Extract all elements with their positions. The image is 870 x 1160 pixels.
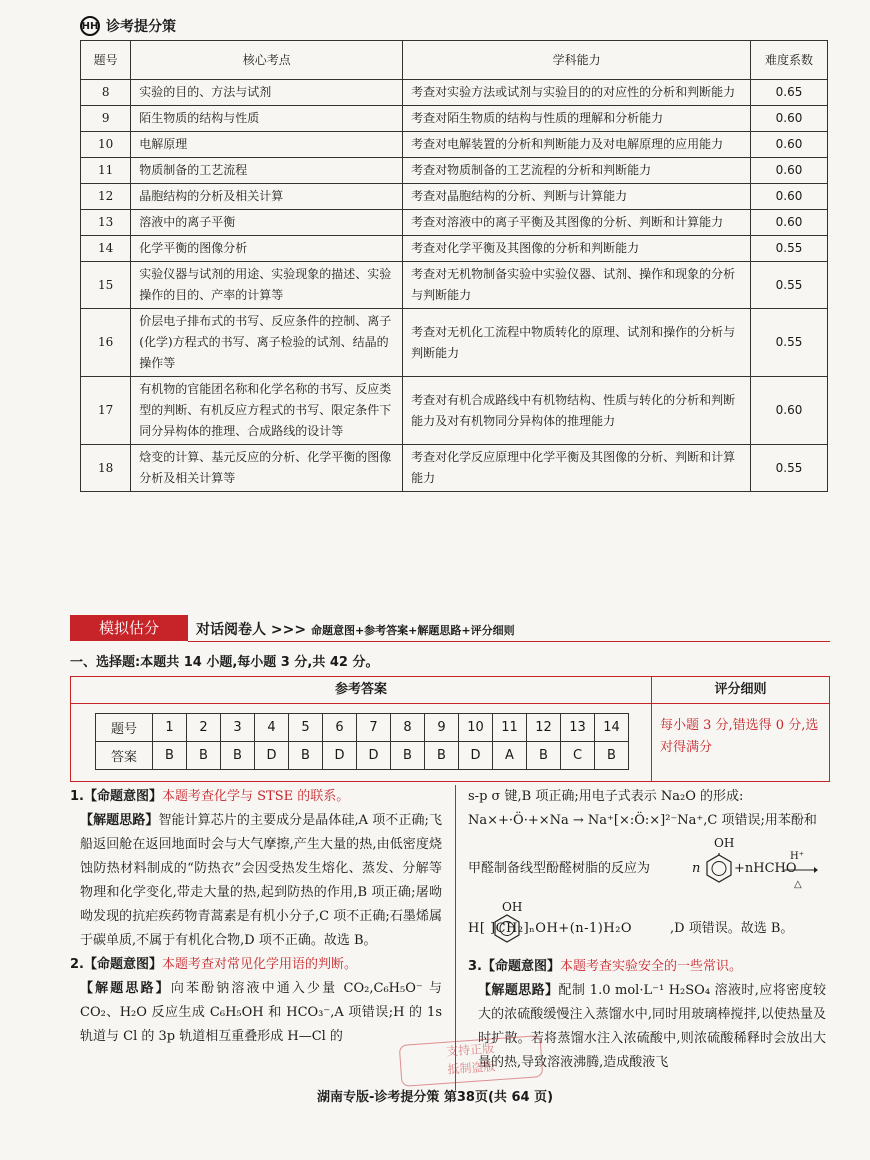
answer-value-row bbox=[96, 742, 629, 770]
row-ability: 考查对无机物制备实验中实验仪器、试剂、操作和现象的分析与判断能力 bbox=[403, 262, 751, 309]
answer-value: B bbox=[187, 742, 221, 770]
phenol-oh: OH bbox=[714, 836, 735, 850]
table-row bbox=[81, 80, 828, 106]
brand-logo-icon: HH bbox=[80, 16, 100, 36]
q1-think: 智能计算芯片的主要成分是晶体硅,A 项不正确;飞船返回舱在返回地面时会与大气摩擦,产生大量的热,由低密度烧蚀防热材料制成的“防热衣”会因受热发生熔化、蒸发、分解等物理和化学变化,带走大量的热,起到防热的作用,B 项正确;屠呦呦发现的抗疟疾药物青蒿素是有机小分子,C 项不正确;石墨烯属于碳单质,不属于有机化合物,D 项不正确。故选 B。 bbox=[80, 813, 442, 948]
row-number: 16 bbox=[81, 309, 131, 377]
right-line4: ,D 项错误。故选 B。 bbox=[670, 921, 794, 936]
answer-number: 7 bbox=[357, 714, 391, 742]
row-ability: 考查对电解装置的分析和判断能力及对电解原理的应用能力 bbox=[403, 132, 751, 158]
answer-number: 10 bbox=[459, 714, 493, 742]
row-topic: 物质制备的工艺流程 bbox=[131, 158, 403, 184]
q3-intent-tag: 3.【命题意图】 bbox=[468, 959, 560, 974]
answer-number: 4 bbox=[255, 714, 289, 742]
electron-formula: Na×+·Ö·+×Na → Na⁺[×:Ö:×]²⁻Na⁺ bbox=[468, 813, 704, 828]
left-column bbox=[70, 785, 442, 1049]
q2-think-tag: 【解题思路】 bbox=[80, 981, 171, 996]
table-row bbox=[81, 106, 828, 132]
condition-top: H⁺ bbox=[790, 851, 804, 862]
table-row bbox=[81, 236, 828, 262]
row-topic: 电解原理 bbox=[131, 132, 403, 158]
divider bbox=[188, 641, 830, 642]
row-coefficient: 0.55 bbox=[751, 445, 828, 492]
row-number: 11 bbox=[81, 158, 131, 184]
answer-number: 8 bbox=[391, 714, 425, 742]
answer-number: 14 bbox=[595, 714, 629, 742]
answer-value: B bbox=[595, 742, 629, 770]
answer-value: B bbox=[153, 742, 187, 770]
answer-box bbox=[70, 676, 830, 782]
row-number: 12 bbox=[81, 184, 131, 210]
reaction-scheme bbox=[468, 835, 826, 899]
n-coefficient: n bbox=[692, 861, 701, 876]
q1-think-tag: 【解题思路】 bbox=[80, 813, 159, 828]
row-topic: 晶胞结构的分析及相关计算 bbox=[131, 184, 403, 210]
product-oh: OH bbox=[502, 900, 523, 914]
row-coefficient: 0.60 bbox=[751, 132, 828, 158]
row-coefficient: 0.60 bbox=[751, 377, 828, 445]
answer-number: 2 bbox=[187, 714, 221, 742]
row-ability: 考查对有机合成路线中有机物结构、性质与转化的分析和判断能力及对有机物同分异构体的推理能力 bbox=[403, 377, 751, 445]
phenol-ring-icon bbox=[704, 853, 734, 883]
answer-value: D bbox=[323, 742, 357, 770]
answer-val-label: 答案 bbox=[96, 742, 153, 770]
answer-value: B bbox=[391, 742, 425, 770]
table-header-row bbox=[81, 41, 828, 80]
row-coefficient: 0.55 bbox=[751, 309, 828, 377]
header-title: 诊考提分策 bbox=[106, 19, 176, 35]
answer-number: 13 bbox=[561, 714, 595, 742]
simulation-tag: 模拟估分 bbox=[70, 615, 188, 641]
right-line1: s-p σ 键,B 项正确;用电子式表示 Na₂O 的形成: bbox=[468, 789, 744, 804]
simulation-subtitle: 命题意图+参考答案+解题思路+评分细则 bbox=[310, 624, 515, 637]
answer-number: 11 bbox=[493, 714, 527, 742]
answer-number: 3 bbox=[221, 714, 255, 742]
page-header bbox=[80, 14, 176, 38]
stamp-line2: 抵制盗版 bbox=[447, 1059, 496, 1077]
row-number: 8 bbox=[81, 80, 131, 106]
answer-table bbox=[95, 713, 629, 770]
row-coefficient: 0.60 bbox=[751, 184, 828, 210]
reagent-hcho: +nHCHO bbox=[734, 861, 797, 876]
table-row bbox=[81, 262, 828, 309]
row-ability: 考查对晶胞结构的分析、判断与计算能力 bbox=[403, 184, 751, 210]
row-ability: 考查对实验方法或试剂与实验目的的对应性的分析和判断能力 bbox=[403, 80, 751, 106]
answer-value: D bbox=[357, 742, 391, 770]
answer-value: B bbox=[289, 742, 323, 770]
row-coefficient: 0.60 bbox=[751, 106, 828, 132]
answer-number: 9 bbox=[425, 714, 459, 742]
row-number: 10 bbox=[81, 132, 131, 158]
answer-number: 1 bbox=[153, 714, 187, 742]
row-number: 13 bbox=[81, 210, 131, 236]
q2-think: 向苯酚钠溶液中通入少量 CO₂,C₆H₅O⁻ 与 CO₂、H₂O 反应生成 C₆H₅OH 和 HCO₃⁻,A 项错误;H 的 1s 轨道与 Cl 的 3p 轨道相互重叠形成 H—Cl 的 bbox=[80, 981, 442, 1044]
table-row bbox=[81, 158, 828, 184]
answer-number: 6 bbox=[323, 714, 357, 742]
table-row bbox=[81, 132, 828, 158]
page-footer: 湖南专版-诊考提分策 第38页(共 64 页) bbox=[316, 1090, 554, 1105]
table-row bbox=[81, 184, 828, 210]
row-coefficient: 0.65 bbox=[751, 80, 828, 106]
row-number: 14 bbox=[81, 236, 131, 262]
answer-value: B bbox=[425, 742, 459, 770]
table-row bbox=[81, 445, 828, 492]
answer-number: 5 bbox=[289, 714, 323, 742]
row-topic: 有机物的官能团名称和化学名称的书写、反应类型的判断、有机反应方程式的书写、限定条件下同分异构体的推理、合成路线的设计等 bbox=[131, 377, 403, 445]
row-topic: 溶液中的离子平衡 bbox=[131, 210, 403, 236]
row-coefficient: 0.60 bbox=[751, 158, 828, 184]
row-number: 17 bbox=[81, 377, 131, 445]
answer-value: C bbox=[561, 742, 595, 770]
rule-head: 评分细则 bbox=[651, 677, 829, 704]
row-number: 18 bbox=[81, 445, 131, 492]
q3-think-tag: 【解题思路】 bbox=[478, 983, 559, 998]
header-num: 题号 bbox=[81, 41, 131, 80]
right-column bbox=[468, 785, 826, 1075]
table-row bbox=[81, 309, 828, 377]
row-topic: 实验的目的、方法与试剂 bbox=[131, 80, 403, 106]
row-topic: 价层电子排布式的书写、反应条件的控制、离子(化学)方程式的书写、离子检验的试剂、结晶的操作等 bbox=[131, 309, 403, 377]
row-coefficient: 0.60 bbox=[751, 210, 828, 236]
row-ability: 考查对物质制备的工艺流程的分析和判断能力 bbox=[403, 158, 751, 184]
answer-num-label: 题号 bbox=[96, 714, 153, 742]
row-coefficient: 0.55 bbox=[751, 236, 828, 262]
q3-intent: 本题考查实验安全的一些常识。 bbox=[559, 959, 742, 974]
answer-value: D bbox=[459, 742, 493, 770]
q1-intent-tag: 1.【命题意图】 bbox=[70, 789, 162, 804]
row-ability: 考查对无机化工流程中物质转化的原理、试剂和操作的分析与判断能力 bbox=[403, 309, 751, 377]
q2-intent: 本题考查对常见化学用语的判断。 bbox=[161, 957, 357, 972]
answer-head: 参考答案 bbox=[71, 677, 651, 704]
stamp-line1: 支持正版 bbox=[445, 1041, 495, 1059]
simulation-title bbox=[196, 619, 515, 639]
row-ability: 考查对溶液中的离子平衡及其图像的分析、判断和计算能力 bbox=[403, 210, 751, 236]
q2-intent-tag: 2.【命题意图】 bbox=[70, 957, 162, 972]
row-topic: 焓变的计算、基元反应的分析、化学平衡的图像分析及相关计算等 bbox=[131, 445, 403, 492]
row-number: 9 bbox=[81, 106, 131, 132]
row-ability: 考查对化学反应原理中化学平衡及其图像的分析、判断和计算能力 bbox=[403, 445, 751, 492]
answer-number-row bbox=[96, 714, 629, 742]
answer-value: D bbox=[255, 742, 289, 770]
header-coef: 难度系数 bbox=[751, 41, 828, 80]
analysis-table bbox=[80, 40, 828, 492]
row-topic: 陌生物质的结构与性质 bbox=[131, 106, 403, 132]
product-formula: H[ ]CH₂]ₙOH+(n-1)H₂O bbox=[468, 921, 633, 936]
scoring-rule: 每小题 3 分,错选得 0 分,选对得满分 bbox=[651, 703, 829, 781]
section-title: 一、选择题:本题共 14 小题,每小题 3 分,共 42 分。 bbox=[70, 655, 379, 670]
row-topic: 实验仪器与试剂的用途、实验现象的描述、实验操作的目的、产率的计算等 bbox=[131, 262, 403, 309]
row-topic: 化学平衡的图像分析 bbox=[131, 236, 403, 262]
table-row bbox=[81, 377, 828, 445]
q1-intent: 本题考查化学与 STSE 的联系。 bbox=[161, 789, 350, 804]
row-ability: 考查对化学平衡及其图像的分析和判断能力 bbox=[403, 236, 751, 262]
condition-bottom: △ bbox=[794, 879, 802, 890]
table-row bbox=[81, 210, 828, 236]
header-topic: 核心考点 bbox=[131, 41, 403, 80]
header-ability: 学科能力 bbox=[403, 41, 751, 80]
row-coefficient: 0.55 bbox=[751, 262, 828, 309]
simulation-title-text: 对话阅卷人 >>> bbox=[196, 622, 307, 638]
answer-value: B bbox=[527, 742, 561, 770]
row-ability: 考查对陌生物质的结构与性质的理解和分析能力 bbox=[403, 106, 751, 132]
answer-value: B bbox=[221, 742, 255, 770]
answer-number: 12 bbox=[527, 714, 561, 742]
q3-think: 配制 1.0 mol·L⁻¹ H₂SO₄ 溶液时,应将密度较大的浓硫酸缓慢注入蒸馏水中,同时用玻璃棒搅拌,以使热量及时扩散。若将蒸馏水注入浓硫酸中,则浓硫酸稀释时会放出大量的热,导致溶液沸腾,造成酸液飞 bbox=[478, 983, 826, 1070]
answer-value: A bbox=[493, 742, 527, 770]
row-number: 15 bbox=[81, 262, 131, 309]
product-scheme bbox=[468, 901, 826, 953]
right-line2: ,C 项错误;用苯酚和 bbox=[703, 813, 817, 828]
reaction-lead: 甲醛制备线型酚醛树脂的反应为 bbox=[468, 861, 651, 876]
anti-piracy-stamp bbox=[399, 1035, 544, 1087]
simulation-bar bbox=[70, 613, 830, 643]
